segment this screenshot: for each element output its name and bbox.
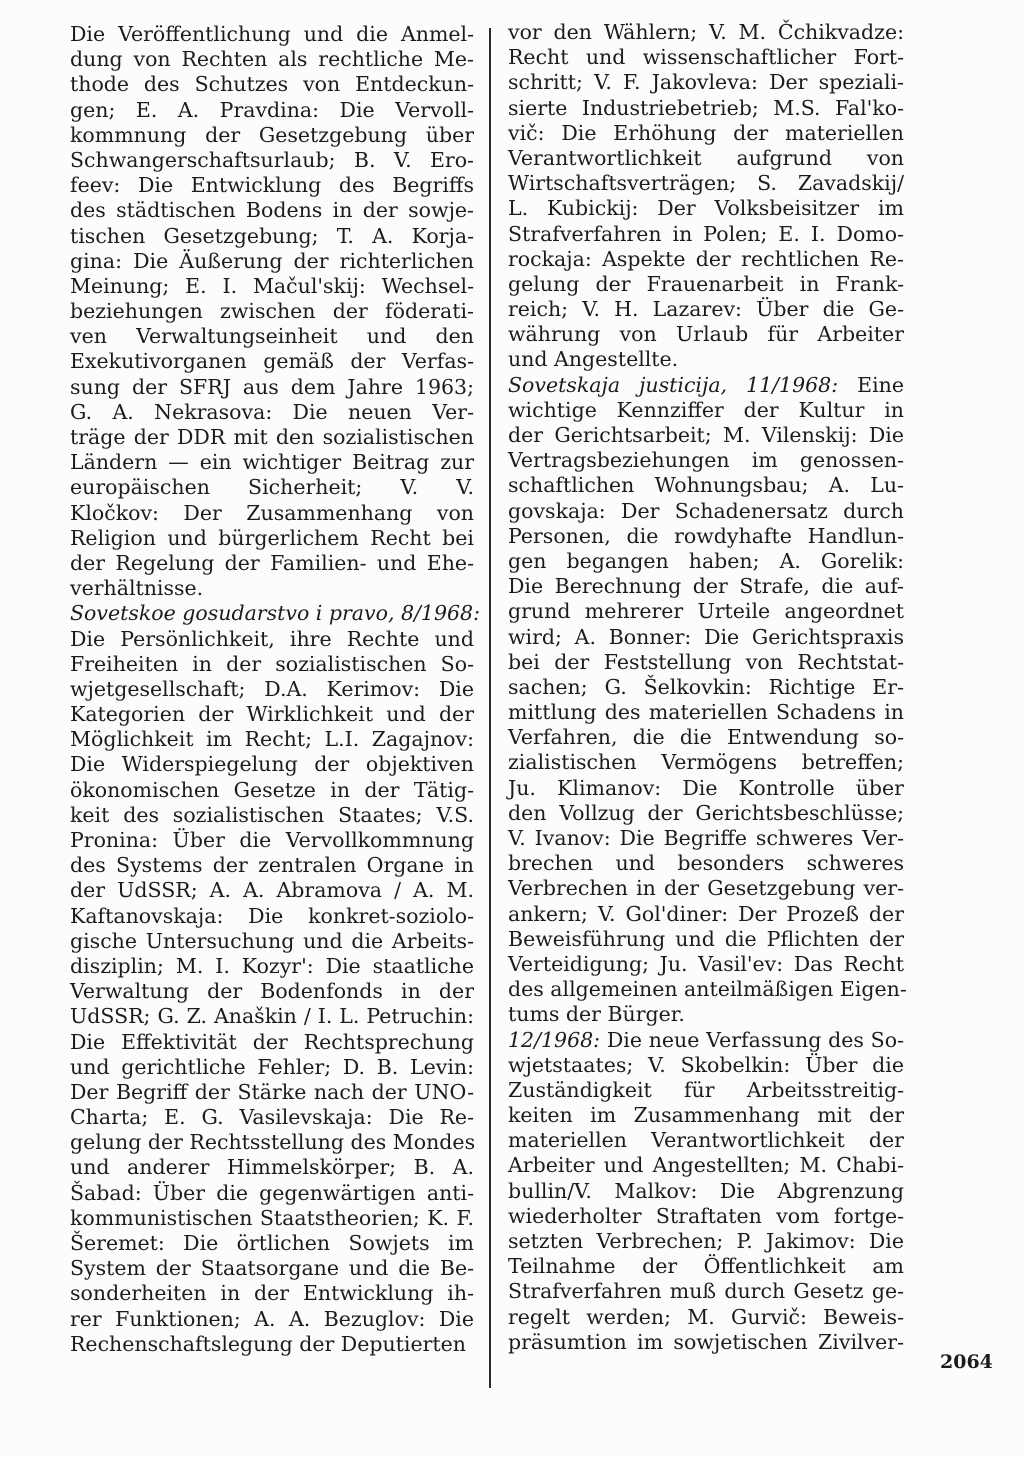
text-line: träge der DDR mit den sozialistischen [70,425,474,449]
text-line: Rechenschaftslegung der Deputierten [70,1331,466,1356]
text-line: vor den Wählern; V. M. Čchikvadze: [508,20,904,44]
text-line [70,601,480,626]
text-line: rockaja: Aspekte der rechtlichen Re- [508,246,904,271]
text-line: schaftlichen Wohnungsbau; A. Lu- [508,473,904,498]
text-line: zialistischen Vermögens betreffen; [508,750,904,775]
text-line: disziplin; M. I. Kozyr': Die staatliche [70,953,474,978]
text-line: und anderer Himmelskörper; B. A. [70,1155,474,1180]
text-line: Strafverfahren muß durch Gesetz ge- [508,1279,904,1304]
text-line: Religion und bürgerlichem Recht bei [70,525,474,550]
text-line: Die Berechnung der Strafe, die auf- [508,574,904,599]
text-line: Ländern — ein wichtiger Beitrag zur [70,450,474,475]
text-line: Ju. Klimanov: Die Kontrolle über [508,775,904,800]
journal-title: Sovetskaja justicija, 11/1968: [508,372,839,397]
text-line: Wirtschaftsverträgen; S. Zavadskij/ [508,171,904,196]
text-line: währung von Urlaub für Arbeiter [508,322,904,347]
text-line: Zuständigkeit für Arbeitsstreitig- [508,1077,904,1102]
text-line: europäischen Sicherheit; V. V. [70,475,474,500]
text-line: des städtischen Bodens in der sowje- [70,198,474,223]
text-line: Kategorien der Wirklichkeit und der [70,702,474,727]
text-line: Vertragsbeziehungen im genossen- [508,448,904,473]
text-line: Möglichkeit im Recht; L.I. Zagajnov: [70,727,474,752]
text-line: präsumtion im sowjetischen Zivilver- [508,1329,904,1354]
right-text-column [508,20,907,1355]
text-line: Meinung; E. I. Mačul'skij: Wechsel- [70,273,474,298]
text-line: Personen, die rowdyhafte Handlun- [508,523,904,548]
text-line: ankern; V. Gol'diner: Der Prozeß der [508,901,904,926]
text-line: reich; V. H. Lazarev: Über die Ge- [508,297,904,322]
text-line: keiten im Zusammenhang mit der [508,1103,904,1128]
text-line: wichtige Kennziffer der Kultur in [508,397,904,422]
text-line: Verfahren, die die Entwendung so- [508,725,904,750]
text-line: des Systems der zentralen Organe in [70,853,474,878]
left-text-column [70,22,480,1357]
text-line: verhältnisse. [70,576,204,601]
text-line: wiederholter Straftaten vom fortge- [508,1203,904,1228]
text-line: rer Funktionen; A. A. Bezuglov: Die [70,1306,474,1331]
text-line: G. A. Nekrasova: Die neuen Ver- [70,399,474,424]
text-line: der UdSSR; A. A. Abramova / A. M. [70,878,474,903]
text-line: keit des sozialistischen Staates; V.S. [70,802,474,827]
text-line: sierte Industriebetrieb; M.S. Fal'ko- [508,95,904,120]
text-line: Die Effektivität der Rechtsprechung [70,1029,474,1054]
text-line: Charta; E. G. Vasilevskaja: Die Re- [70,1105,474,1130]
text-line: Pronina: Über die Vervollkommnung [70,828,474,852]
text-line: Verteidigung; Ju. Vasil'ev: Das Recht [508,951,904,976]
text-line: Arbeiter und Angestellten; M. Chabi- [508,1153,904,1178]
text-line: sachen; G. Šelkovkin: Richtige Er- [508,674,904,699]
text-line: Teilnahme der Öffentlichkeit am [508,1254,904,1279]
text-line: gische Untersuchung und die Arbeits- [70,928,474,953]
text-line: materiellen Verantwortlichkeit der [508,1128,904,1153]
text-line: der Regelung der Familien- und Ehe- [70,550,474,575]
text-line: brechen und besonders schweres [508,851,904,876]
text-line: schritt; V. F. Jakovleva: Der speziali- [508,70,904,95]
text-line: ökonomischen Gesetze in der Tätig- [70,777,474,802]
text-line: bullin/V. Malkov: Die Abgrenzung [508,1178,904,1203]
text-line: V. Ivanov: Die Begriffe schweres Ver- [508,826,904,850]
text-line: Recht und wissenschaftlicher Fort- [508,45,904,70]
text-line: wjetstaates; V. Skobelkin: Über die [508,1052,904,1077]
journal-title: Sovetskoe gosudarstvo i pravo, 8/1968: [70,601,480,626]
text-line: tischen Gesetzgebung; T. A. Korja- [70,223,474,248]
text-line: gelung der Frauenarbeit in Frank- [508,271,904,296]
text-line: Der Begriff der Stärke nach der UNO- [70,1079,474,1104]
text-line: ven Verwaltungseinheit und den [70,324,474,349]
text-line: regelt werden; M. Gurvič: Beweis- [508,1304,904,1329]
text-line: grund mehrerer Urteile angeordnet [508,599,904,624]
text-line: Schwangerschaftsurlaub; B. V. Ero- [70,147,474,172]
text-line: System der Staatsorgane und die Be- [70,1256,474,1281]
text-line: wird; A. Bonner: Die Gerichtspraxis [508,624,904,649]
text-line: Verantwortlichkeit aufgrund von [508,145,904,170]
text-line: Verwaltung der Bodenfonds in der [70,979,474,1004]
text-line: Exekutivorganen gemäß der Verfas- [70,349,474,374]
text-line: kommnung der Gesetzgebung über [70,122,474,147]
text-line: Verbrechen in der Gesetzgebung ver- [508,876,904,901]
text-line: thode des Schutzes von Entdeckun- [70,72,474,97]
text-line: Die Veröffentlichung und die Anmel- [70,22,474,46]
text-line: der Gerichtsarbeit; M. Vilenskij: Die [508,423,904,447]
text-line: Šeremet: Die örtlichen Sowjets im [70,1231,474,1255]
text-line: setzten Verbrechen; P. Jakimov: Die [508,1229,904,1253]
text-line: Sovetskaja justicija, 11/1968: Eine [508,372,904,397]
text-line: gen begangen haben; A. Gorelik: [508,548,904,573]
text-line: sonderheiten in der Entwicklung ih- [70,1281,474,1306]
column-divider [489,28,491,1388]
text-line: kommunistischen Staatstheorien; K. F. [70,1205,474,1230]
text-line: Šabad: Über die gegenwärtigen anti- [70,1180,474,1205]
text-line: bei der Feststellung von Rechtstat- [508,649,904,674]
text-line: den Vollzug der Gerichtsbeschlüsse; [508,800,904,825]
text-line: tums der Bürger. [508,1002,685,1027]
text-line: wjetgesellschaft; D.A. Kerimov: Die [70,676,474,701]
text-line: Freiheiten in der sozialistischen So- [70,651,474,676]
text-line: UdSSR; G. Z. Anaškin / I. L. Petruchin: [70,1004,474,1029]
text-line: des allgemeinen anteilmäßigen Eigen- [508,977,907,1002]
text-line: govskaja: Der Schadenersatz durch [508,498,904,523]
text-line: gen; E. A. Pravdina: Die Vervoll- [70,97,474,122]
text-line: gina: Die Äußerung der richterlichen [70,248,474,273]
text-line: Strafverfahren in Polen; E. I. Domo- [508,221,904,246]
page-number: 2064 [940,1351,993,1373]
text-line: mittlung des materiellen Schadens in [508,700,904,725]
text-line: und gerichtliche Fehler; D. B. Levin: [70,1054,474,1079]
text-line: gelung der Rechtsstellung des Mondes [70,1130,476,1155]
text-line: beziehungen zwischen der föderati- [70,299,474,324]
text-line: Kaftanovskaja: Die konkret-soziolo- [70,903,474,928]
text-line: L. Kubickij: Der Volksbeisitzer im [508,196,904,221]
text-line: Die Persönlichkeit, ihre Rechte und [70,626,474,651]
text-line: dung von Rechten als rechtliche Me- [70,47,474,72]
text-line: Die Widerspiegelung der objektiven [70,752,474,777]
text-line: Beweisführung und die Pflichten der [508,926,904,951]
text-line: Kločkov: Der Zusammenhang von [70,500,474,525]
text-line: vič: Die Erhöhung der materiellen [508,120,904,145]
journal-title: 12/1968: [508,1027,601,1052]
text-line: und Angestellte. [508,347,679,372]
text-line: 12/1968: Die neue Verfassung des So- [508,1027,904,1052]
text-line: sung der SFRJ aus dem Jahre 1963; [70,374,474,399]
text-line: feev: Die Entwicklung des Begriffs [70,173,474,198]
